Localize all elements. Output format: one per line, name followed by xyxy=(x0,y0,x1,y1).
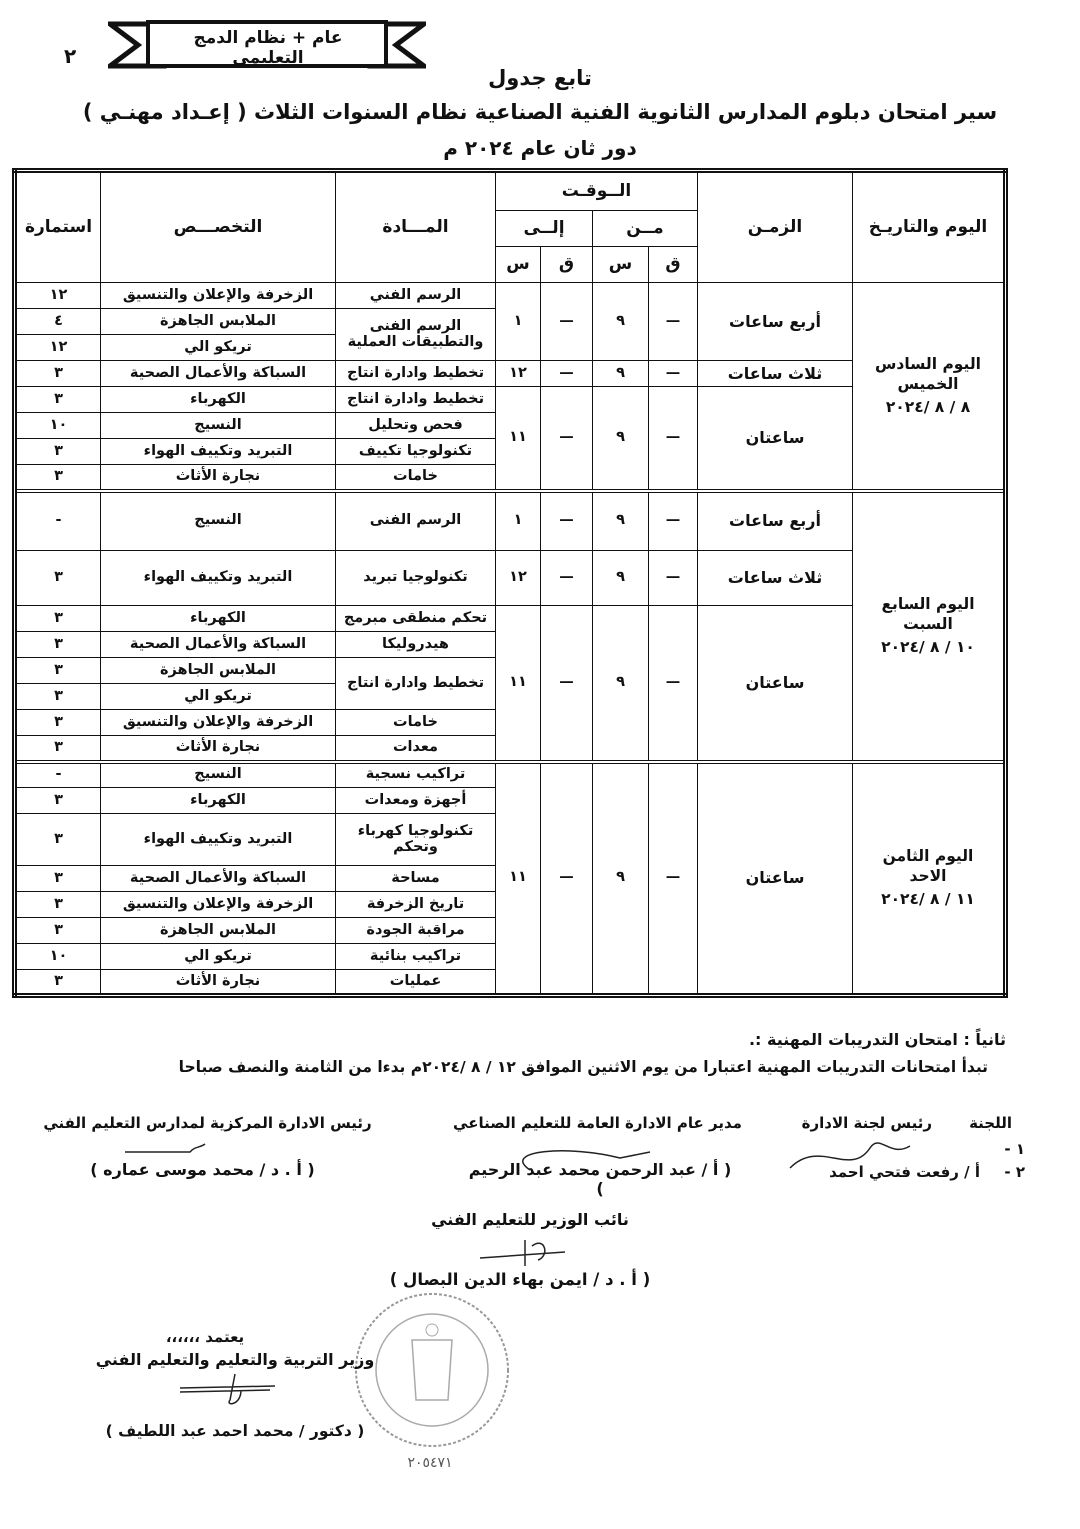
subject-cell: تخطيط وادارة انتاج xyxy=(336,361,496,387)
page-number: ٢ xyxy=(64,44,77,68)
minister-title: وزير التربية والتعليم والتعليم الفني xyxy=(95,1350,375,1369)
committee-item-1: ١ - xyxy=(1004,1140,1025,1158)
committee-signature xyxy=(780,1128,920,1178)
subject-cell: تخطيط وادارة انتاج xyxy=(336,658,496,710)
table-row xyxy=(15,762,1006,788)
subject-cell: فحص وتحليل xyxy=(336,413,496,439)
subject-cell: الرسم الفني xyxy=(336,283,496,309)
form-count-cell: ٣ xyxy=(15,814,101,866)
form-count-cell: - xyxy=(15,491,101,551)
from-hour-cell: ٩ xyxy=(593,551,649,606)
specialization-cell: السباكة والأعمال الصحية xyxy=(101,361,336,387)
to-hour-cell: ١١ xyxy=(496,762,541,996)
day-date-cell xyxy=(853,283,1006,491)
day-date: ٨ / ٨ /٢٠٢٤ xyxy=(885,397,971,416)
specialization-cell: الزخرفة والإعلان والتنسيق xyxy=(101,283,336,309)
specialization-cell: نجارة الأثاث xyxy=(101,465,336,491)
to-hour-cell: ١ xyxy=(496,491,541,551)
form-count-cell: ١٢ xyxy=(15,335,101,361)
specialization-cell: تريكو الي xyxy=(101,944,336,970)
day-date-cell xyxy=(853,762,1006,996)
title-line-2: سير امتحان دبلوم المدارس الثانوية الفنية الصناعية نظام السنوات الثلاث ( إعـداد مهنـي ) xyxy=(82,100,998,124)
day-date-cell xyxy=(853,491,1006,762)
header-from-minute: ق xyxy=(649,247,698,283)
form-count-cell: ٤ xyxy=(15,309,101,335)
specialization-cell: الكهرباء xyxy=(101,788,336,814)
subject-cell: تحكم منطقى مبرمج xyxy=(336,606,496,632)
central-admin-title: رئيس الادارة المركزية لمدارس التعليم الفني xyxy=(43,1114,372,1132)
form-count-cell: - xyxy=(15,762,101,788)
day-date: ١٠ / ٨ /٢٠٢٤ xyxy=(881,638,975,657)
general-director-signature xyxy=(510,1140,660,1180)
form-count-cell: ٣ xyxy=(15,710,101,736)
duration-cell: ساعتان xyxy=(698,387,853,491)
subject-cell: تكنولوجيا تكييف xyxy=(336,439,496,465)
subject-cell: تكنولوجيا كهرباء وتحكم xyxy=(336,814,496,866)
header-specialization: التخصـــص xyxy=(101,171,336,283)
to-minute-cell: — xyxy=(541,361,593,387)
subject-cell: تاريخ الزخرفة xyxy=(336,892,496,918)
title-line-3: دور ثان عام ٢٠٢٤ م xyxy=(443,136,637,160)
subject-cell: تراكيب نسجية xyxy=(336,762,496,788)
to-minute-cell: — xyxy=(541,387,593,491)
table-row xyxy=(15,491,1006,551)
specialization-cell: الملابس الجاهزة xyxy=(101,658,336,684)
from-minute-cell: — xyxy=(649,762,698,996)
to-minute-cell: — xyxy=(541,762,593,996)
specialization-cell: التبريد وتكييف الهواء xyxy=(101,551,336,606)
form-count-cell: ٣ xyxy=(15,892,101,918)
form-count-cell: ٣ xyxy=(15,866,101,892)
subject-cell: تكنولوجيا تبريد xyxy=(336,551,496,606)
specialization-cell: الزخرفة والإعلان والتنسيق xyxy=(101,710,336,736)
form-count-cell: ١٠ xyxy=(15,944,101,970)
from-minute-cell: — xyxy=(649,491,698,551)
section-text: تبدأ امتحانات التدريبات المهنية اعتبارا من يوم الاثنين الموافق ١٢ / ٨ /٢٠٢٤م بدءا من الثامنة والنصف صباحا xyxy=(178,1058,988,1076)
form-count-cell: ٣ xyxy=(15,439,101,465)
specialization-cell: التبريد وتكييف الهواء xyxy=(101,439,336,465)
subject-cell: مساحة xyxy=(336,866,496,892)
to-hour-cell: ١١ xyxy=(496,387,541,491)
header-to: إلــى xyxy=(496,211,593,247)
approve-label: يعتمد ،،،،،، xyxy=(165,1328,245,1346)
header-duration: الزمـن xyxy=(698,171,853,283)
specialization-cell: النسيج xyxy=(101,413,336,439)
schedule-body xyxy=(15,283,1006,996)
subject-cell: أجهزة ومعدات xyxy=(336,788,496,814)
form-count-cell: ٣ xyxy=(15,387,101,413)
to-minute-cell: — xyxy=(541,551,593,606)
day-day: اليوم الثامن xyxy=(882,847,974,866)
table-row xyxy=(15,283,1006,309)
day-day: اليوم السابع xyxy=(881,594,975,613)
duration-cell: ثلاث ساعات xyxy=(698,551,853,606)
specialization-cell: الملابس الجاهزة xyxy=(101,918,336,944)
form-count-cell: ٣ xyxy=(15,361,101,387)
form-count-cell: ٣ xyxy=(15,684,101,710)
to-hour-cell: ١١ xyxy=(496,606,541,762)
specialization-cell: الملابس الجاهزة xyxy=(101,309,336,335)
subject-cell: هيدروليكا xyxy=(336,632,496,658)
committee-label: اللجنة xyxy=(969,1114,1012,1132)
from-minute-cell: — xyxy=(649,387,698,491)
deputy-signature xyxy=(470,1236,580,1270)
subject-cell: الرسم الفنى xyxy=(336,491,496,551)
header-time: الــوقـت xyxy=(496,171,698,211)
from-minute-cell: — xyxy=(649,283,698,361)
specialization-cell: السباكة والأعمال الصحية xyxy=(101,632,336,658)
form-count-cell: ٣ xyxy=(15,551,101,606)
form-count-cell: ٣ xyxy=(15,658,101,684)
day-date: ١١ / ٨ /٢٠٢٤ xyxy=(881,890,975,909)
subject-cell: تخطيط وادارة انتاج xyxy=(336,387,496,413)
from-minute-cell: — xyxy=(649,361,698,387)
committee-item-2: ٢ - xyxy=(1004,1163,1025,1181)
title-line-1: تابع جدول xyxy=(488,66,592,90)
subject-cell: تراكيب بنائية xyxy=(336,944,496,970)
header-from-hour: س xyxy=(593,247,649,283)
form-count-cell: ٣ xyxy=(15,632,101,658)
committee-head-label: رئيس لجنة الادارة xyxy=(801,1114,932,1132)
subject-cell: الرسم الفنى والتطبيقات العملية xyxy=(336,309,496,361)
general-director-title: مدير عام الادارة العامة للتعليم الصناعي xyxy=(453,1114,742,1132)
header-subject: المـــادة xyxy=(336,171,496,283)
committee-head-name: أ / رفعت فتحي احمد xyxy=(829,1163,980,1181)
header-day-date: اليوم والتاريـخ xyxy=(853,171,1006,283)
to-minute-cell: — xyxy=(541,491,593,551)
specialization-cell: تريكو الي xyxy=(101,335,336,361)
duration-cell: أربع ساعات xyxy=(698,491,853,551)
form-count-cell: ٣ xyxy=(15,465,101,491)
subject-cell: عمليات xyxy=(336,970,496,996)
header-to-hour: س xyxy=(496,247,541,283)
form-count-cell: ١٢ xyxy=(15,283,101,309)
section-title: ثانياً : امتحان التدريبات المهنية :. xyxy=(748,1030,1006,1049)
specialization-cell: تريكو الي xyxy=(101,684,336,710)
form-count-cell: ٣ xyxy=(15,736,101,762)
header-form: استمارة xyxy=(15,171,101,283)
duration-cell: ثلاث ساعات xyxy=(698,361,853,387)
specialization-cell: النسيج xyxy=(101,491,336,551)
subject-cell: خامات xyxy=(336,465,496,491)
day-weekday: الاحد xyxy=(909,867,947,886)
central-admin-name: ( أ . د / محمد موسى عماره ) xyxy=(90,1160,315,1179)
to-hour-cell: ١ xyxy=(496,283,541,361)
form-count-cell: ٣ xyxy=(15,970,101,996)
form-count-cell: ٣ xyxy=(15,918,101,944)
handwritten-number: ٢٠٥٤٧١ xyxy=(407,1455,453,1471)
duration-cell: أربع ساعات xyxy=(698,283,853,361)
from-hour-cell: ٩ xyxy=(593,762,649,996)
day-day: اليوم السادس xyxy=(874,354,981,373)
form-count-cell: ٣ xyxy=(15,788,101,814)
duration-cell: ساعتان xyxy=(698,762,853,996)
to-hour-cell: ١٢ xyxy=(496,551,541,606)
central-admin-signature xyxy=(120,1140,210,1160)
minister-name: ( دكتور / محمد احمد عبد اللطيف ) xyxy=(105,1422,365,1440)
day-weekday: السبت xyxy=(903,614,953,633)
from-hour-cell: ٩ xyxy=(593,283,649,361)
subject-cell: مراقبة الجودة xyxy=(336,918,496,944)
from-hour-cell: ٩ xyxy=(593,387,649,491)
specialization-cell: السباكة والأعمال الصحية xyxy=(101,866,336,892)
subject-cell: معدات xyxy=(336,736,496,762)
to-minute-cell: — xyxy=(541,606,593,762)
specialization-cell: الكهرباء xyxy=(101,606,336,632)
specialization-cell: الزخرفة والإعلان والتنسيق xyxy=(101,892,336,918)
specialization-cell: الكهرباء xyxy=(101,387,336,413)
deputy-title: نائب الوزير للتعليم الفني xyxy=(431,1210,629,1229)
general-director-name: ( أ / عبد الرحمن محمد عبد الرحيم ) xyxy=(468,1160,732,1198)
form-count-cell: ١٠ xyxy=(15,413,101,439)
specialization-cell: نجارة الأثاث xyxy=(101,736,336,762)
subject-cell: خامات xyxy=(336,710,496,736)
form-count-cell: ٣ xyxy=(15,606,101,632)
to-minute-cell: — xyxy=(541,283,593,361)
header-from: مــن xyxy=(593,211,698,247)
category-ribbon xyxy=(108,20,426,70)
header-to-minute: ق xyxy=(541,247,593,283)
from-hour-cell: ٩ xyxy=(593,606,649,762)
ribbon-label: عام + نظام الدمج التعليمى xyxy=(193,28,343,68)
from-minute-cell: — xyxy=(649,606,698,762)
duration-cell: ساعتان xyxy=(698,606,853,762)
day-weekday: الخميس xyxy=(897,374,959,393)
deputy-name: ( أ . د / ايمن بهاء الدين البصال ) xyxy=(389,1270,651,1289)
to-hour-cell: ١٢ xyxy=(496,361,541,387)
exam-schedule-table xyxy=(12,168,1008,998)
from-minute-cell: — xyxy=(649,551,698,606)
from-hour-cell: ٩ xyxy=(593,361,649,387)
from-hour-cell: ٩ xyxy=(593,491,649,551)
specialization-cell: التبريد وتكييف الهواء xyxy=(101,814,336,866)
minister-signature xyxy=(175,1370,295,1406)
specialization-cell: نجارة الأثاث xyxy=(101,970,336,996)
specialization-cell: النسيج xyxy=(101,762,336,788)
